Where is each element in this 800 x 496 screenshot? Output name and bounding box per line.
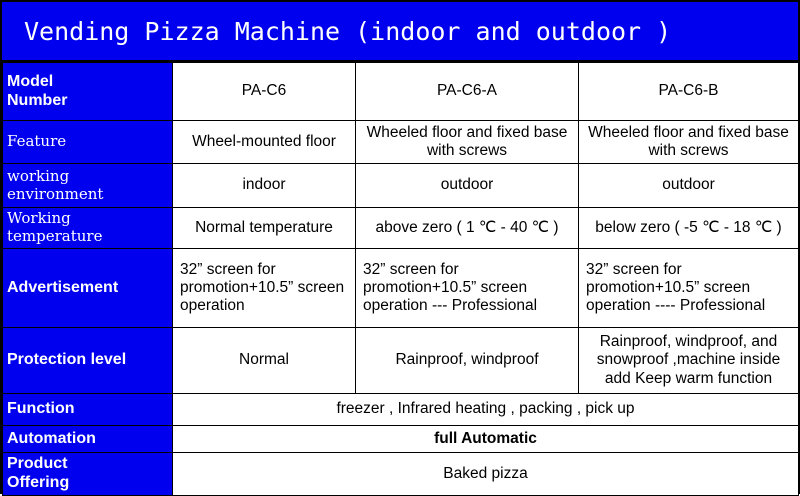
row-label-function: Function — [3, 394, 173, 426]
table-row-working-environment — [3, 164, 799, 208]
row-label-model-number — [3, 63, 173, 121]
cell-automation-merged: full Automatic — [173, 426, 799, 453]
cell-feature-col-a: Wheel-mounted floor — [173, 121, 356, 164]
cell-working-temperature-col-c: below zero ( -5 ℃ - 18 ℃ ) — [579, 208, 799, 249]
row-label-product-offering — [3, 453, 173, 496]
row-label-protection-level: Protection level — [3, 328, 173, 394]
cell-model-number-col-a: PA-C6 — [173, 63, 356, 121]
cell-working-temperature-col-a: Normal temperature — [173, 208, 356, 249]
row-label-line-1: Working — [7, 209, 71, 228]
cell-product-offering-merged: Baked pizza — [173, 453, 799, 496]
table-row-feature — [3, 121, 799, 164]
table-row-model-number — [3, 63, 799, 121]
row-label-automation: Automation — [3, 426, 173, 453]
cell-advertisement-col-c: 32” screen for promotion+10.5” screen operation ---- Professional — [579, 249, 799, 328]
cell-working-environment-col-a: indoor — [173, 164, 356, 208]
title-banner — [2, 2, 798, 62]
row-label-working-temperature — [3, 208, 173, 249]
cell-working-temperature-col-b: above zero ( 1 ℃ - 40 ℃ ) — [356, 208, 579, 249]
table-row-automation — [3, 426, 799, 453]
cell-model-number-col-b: PA-C6-A — [356, 63, 579, 121]
row-label-line-2: Number — [7, 91, 68, 109]
row-label-line-1: working — [7, 166, 70, 185]
specification-table — [2, 62, 799, 496]
cell-protection-level-col-c: Rainproof, windproof, and snowproof ,machine inside add Keep warm function — [579, 328, 799, 394]
cell-advertisement-col-b: 32” screen for promotion+10.5” screen operation --- Professional — [356, 249, 579, 328]
row-label-line-1: Model — [7, 72, 54, 90]
cell-model-number-col-c: PA-C6-B — [579, 63, 799, 121]
row-label-working-environment — [3, 164, 173, 208]
cell-feature-col-c: Wheeled floor and fixed base with screws — [579, 121, 799, 164]
row-label-feature: Feature — [3, 121, 173, 164]
cell-advertisement-col-a: 32” screen for promotion+10.5” screen operation — [173, 249, 356, 328]
row-label-line-1: Product — [7, 455, 68, 472]
table-row-function — [3, 394, 799, 426]
table-row-working-temperature — [3, 208, 799, 249]
cell-working-environment-col-c: outdoor — [579, 164, 799, 208]
row-label-line-2: temperature — [7, 227, 103, 245]
cell-feature-col-b: Wheeled floor and fixed base with screws — [356, 121, 579, 164]
page-title: Vending Pizza Machine (indoor and outdoor ) — [24, 16, 672, 46]
cell-protection-level-col-b: Rainproof, windproof — [356, 328, 579, 394]
table-row-product-offering — [3, 453, 799, 496]
table-row-protection-level — [3, 328, 799, 394]
cell-working-environment-col-b: outdoor — [356, 164, 579, 208]
row-label-line-2: environment — [7, 184, 104, 203]
table-row-advertisement — [3, 249, 799, 328]
row-label-line-2: Offering — [7, 473, 70, 491]
row-label-advertisement: Advertisement — [3, 249, 173, 328]
cell-function-merged: freezer , Infrared heating , packing , pick up — [173, 394, 799, 426]
cell-protection-level-col-a: Normal — [173, 328, 356, 394]
